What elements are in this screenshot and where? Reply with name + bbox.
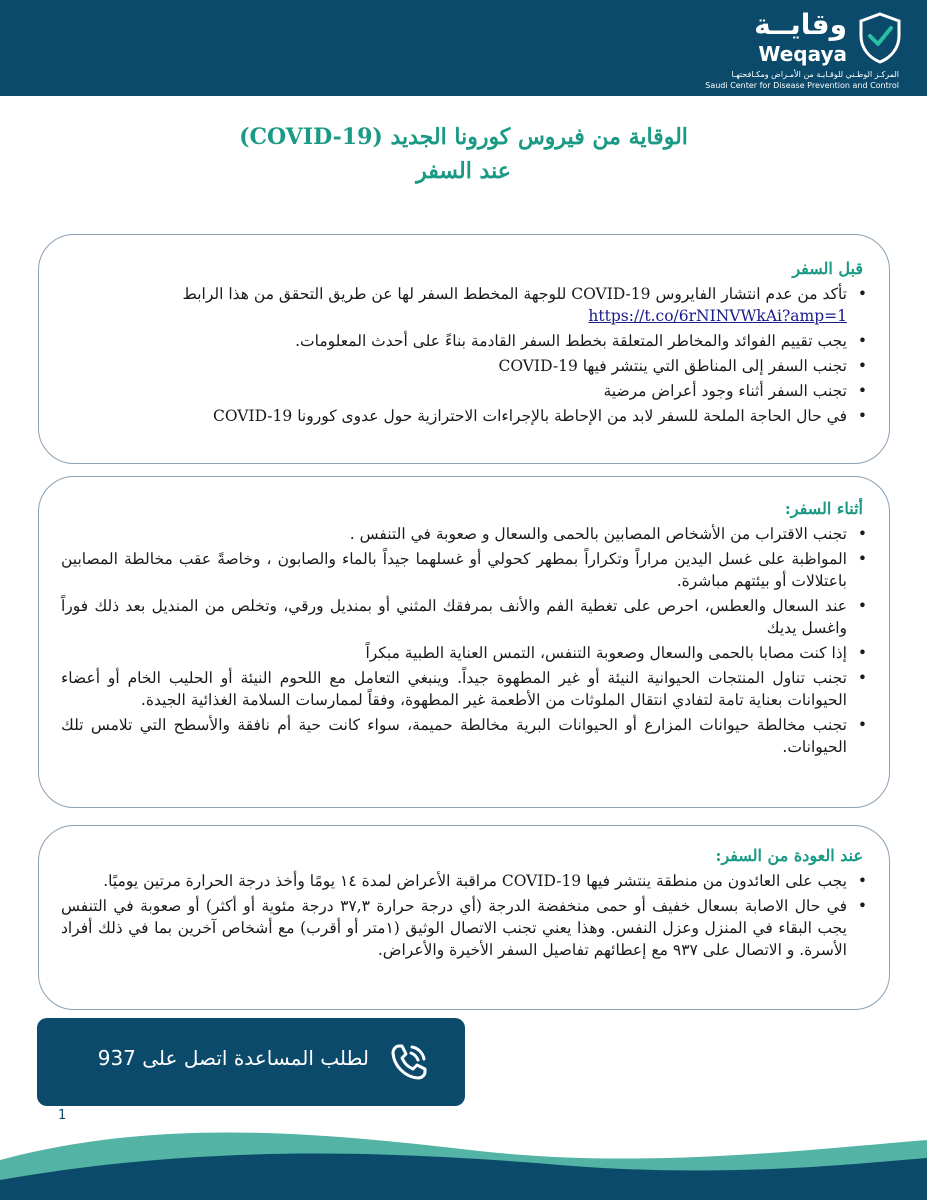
list-item-text: يجب على العائدون من منطقة ينتشر فيها COVID-19 مراقبة الأعراض لمدة ١٤ يومًا وأخذ درجة الحرارة مرتين يوميًا.	[103, 872, 847, 890]
after-return-heading: عند العودة من السفر:	[715, 846, 863, 865]
page-subtitle: عند السفر	[416, 158, 511, 184]
list-item-text: تجنب السفر إلى المناطق التي ينتشر فيها COVID-19	[498, 357, 847, 375]
list-item-text: تجنب الاقتراب من الأشخاص المصابين بالحمى والسعال و صعوبة في التنفس .	[349, 525, 847, 543]
help-call-button[interactable]	[37, 1018, 465, 1106]
header-bar	[0, 0, 927, 96]
org-name-english: Saudi Center for Disease Prevention and Control	[705, 81, 899, 90]
list-item	[61, 642, 847, 664]
list-item-text: المواظبة على غسل اليدين مراراً وتكراراً بمطهر كحولي أو غسلهما جيداً بالماء والصابون ، وخاصةً عقب مخالطة المصابين باعتلالات أو بيئتهم مباشرة.	[61, 550, 847, 590]
during-travel-section	[38, 476, 890, 808]
list-item-text: تجنب السفر أثناء وجود أعراض مرضية	[603, 382, 847, 400]
list-item-text: تجنب تناول المنتجات الحيوانية النيئة أو غير المطهوة جيداً. وينبغي التعامل مع اللحوم النيئة أو الحليب الخام أو أعضاء الحيوانات بعناية تامة لتفادي انتقال الملوثات من الأطعمة غير المطهوة، وفقاً لممارسات السلامة الغذائية الجيدة.	[61, 669, 847, 709]
list-item-text: يجب تقييم الفوائد والمخاطر المتعلقة بخطط السفر القادمة بناءً على أحدث المعلومات.	[295, 332, 847, 350]
logo-english-text: Weqaya	[758, 42, 847, 66]
before-travel-heading: قبل السفر	[792, 259, 863, 278]
list-item-text: تجنب مخالطة حيوانات المزارع أو الحيوانات البرية مخالطة حميمة، سواء كانت حية أم نافقة والأسطح التي تلامس تلك الحيوانات.	[61, 716, 847, 756]
check-link[interactable]: https://t.co/6rNINVWkAi?amp=1	[588, 307, 847, 325]
list-item	[61, 330, 847, 352]
list-item	[61, 595, 847, 639]
list-item-text: تأكد من عدم انتشار الفايروس COVID-19 للوجهة المخطط السفر لها عن طريق التحقق من هذا الرابط	[182, 285, 847, 303]
list-item	[61, 895, 847, 961]
logo-arabic-text: وقايــة	[754, 8, 847, 41]
list-item-text: إذا كنت مصابا بالحمى والسعال وصعوبة التنفس، التمس العناية الطبية مبكراً	[365, 644, 847, 662]
page-number: 1	[58, 1108, 67, 1123]
list-item	[61, 667, 847, 711]
list-item	[61, 355, 847, 377]
list-item	[61, 870, 847, 892]
list-item	[61, 714, 847, 758]
list-item	[61, 523, 847, 545]
list-item	[61, 548, 847, 592]
list-item-text: في حال الحاجة الملحة للسفر لابد من الإحاطة بالإجراءات الاحترازية حول عدوى كورونا COVID-19	[212, 407, 847, 425]
shield-icon	[857, 12, 903, 64]
before-travel-section	[38, 234, 890, 464]
list-item	[61, 405, 847, 427]
list-item	[61, 283, 847, 327]
after-return-section	[38, 825, 890, 1010]
list-item	[61, 380, 847, 402]
phone-icon	[385, 1038, 433, 1086]
org-name-arabic: المركـز الوطـني للوقـايـة من الأمـراض ومكـافحتهـا	[731, 70, 899, 79]
footer-waves	[0, 1110, 927, 1200]
list-item-text: في حال الاصابة بسعال خفيف أو حمى منخفضة الدرجة (أي درجة حرارة ٣٧,٣ درجة مئوية أو أكثر) أو صعوبة في التنفس يجب البقاء في المنزل وعزل النفس. وهذا يعني تجنب الاتصال الوثيق (١متر أو أقرب) مع أشخاص آخرين بما في ذلك أفراد الأسرة. و الاتصال على ٩٣٧ مع إعطائهم تفاصيل السفر الأخيرة والأعراض.	[61, 897, 848, 959]
page-title: الوقاية من فيروس كورونا الجديد (COVID-19)	[239, 124, 688, 150]
weqaya-logo	[699, 8, 909, 94]
help-text: لطلب المساعدة اتصل على 937	[97, 1046, 369, 1070]
list-item-text: عند السعال والعطس، احرص على تغطية الفم والأنف بمرفقك المثني أو بمنديل ورقي، وتخلص من المنديل بعد ذلك فوراً واغسل يديك	[61, 597, 847, 637]
during-travel-heading: أثناء السفر:	[784, 499, 863, 518]
